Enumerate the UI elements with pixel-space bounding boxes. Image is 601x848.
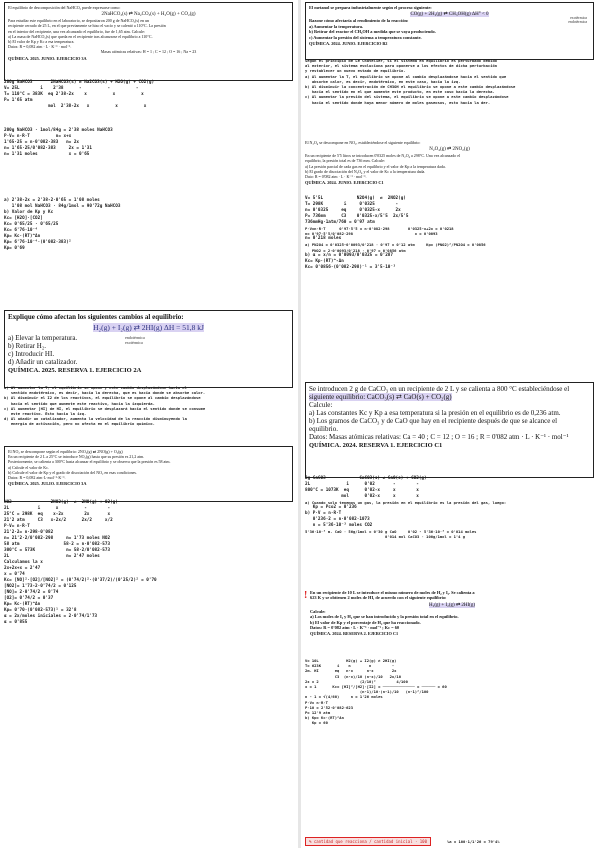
problem-line: b) Los gramos de CaCO₃ y de CaO que hay en el recipiente después de que se alcance el: [309, 417, 558, 425]
problem-line: Masas atómicas relativas: H = 1 ; C = 12 ; O = 16 ; Na = 23: [100, 49, 197, 55]
note-endothermic: endotérmica: [568, 20, 587, 24]
problem-line: a) Los moles de I₂ y H₂ que se han introducido y la presión total en el equilibrio.: [310, 614, 459, 620]
problem-line: En un recipiente de 2 L a 25°C se introduce NO₂(g) hasta que su presión es 21,2 atm.: [8, 454, 145, 460]
hw-line: sentido endotérmico, es decir, hacia la derecha, que es hacia donde se absorbe calor.: [4, 390, 206, 396]
hw-line: 2x = 2 (2/10)² 4/100: [305, 678, 408, 684]
hw-line: Kp= 6'76·10⁻⁴·(0'082·383)²: [4, 240, 72, 245]
problem-line: a) Las constantes Kc y Kp a esa temperatura si la presión en el equilibrio es de 0,236 atm.: [309, 409, 561, 417]
hw-line: V= 25L i 2'38 - - -: [4, 86, 139, 91]
hw-line: a) PN2O4 = 0'0325-0'0093/0'218 · 0'97 = 0'12 atm Kp= (PNO2)²/PN2O4 = 0'0856: [305, 242, 486, 248]
hw-line: V= 10L H2(g) + I2(g) ⇄ 2HI(g): [305, 658, 397, 663]
hw-line: n= 1'65·25/0'082·383 2x = 1'31: [4, 146, 92, 151]
problem-line: Razone cómo afectaría al rendimiento de la reacción:: [309, 18, 409, 24]
problem-nahco3: [4, 2, 293, 81]
hw-line: P= 736mm C3 0'0325-x/5'5 2x/5'5: [305, 214, 409, 219]
hw-line: d) Al añadir un catalizador, aumenta la velocidad de la reacción disminuyendo la: [4, 416, 187, 422]
hw-line: n - 1 = √(4/60) n = 1'26 moles: [305, 694, 383, 700]
problem-reference: QUÍMICA. 2024. RESERVA 1. EJERCICIO C1: [309, 442, 443, 449]
hw-line: Kp= Kc·(RT)^Δn: [4, 234, 41, 239]
problem-line: Calcule:: [309, 401, 333, 409]
problem-line: Dato: R = 0'082 atm · L · K⁻¹ · mol⁻¹.: [305, 174, 367, 180]
problem-title: Explique cómo afectan los siguientes cambios al equilibrio:: [8, 313, 184, 321]
problem-line: equilibrio.: [309, 425, 338, 433]
problem-text: [310, 590, 594, 636]
hw-line: Kp= 0'70·(0'082·573)¹ = 32'8: [4, 608, 77, 613]
hw-line: Kc= [H2O]·[CO2]: [4, 216, 43, 221]
hw-line: T= 110°C = 383K eq 2'38-2x x x x: [4, 92, 144, 97]
hw-line: Kp= Kc·(RT)^Δn: [4, 602, 41, 607]
problem-line: En un recipiente de 10 L se introduce el mismo número de moles de H₂ y I₂. Se calienta a: [310, 590, 475, 595]
left-column: [0, 0, 297, 848]
equation-highlight: CO(g) + 2H₂(g) ⇄ CH₃OH(g) ΔH° < 0: [410, 12, 489, 18]
final-answer-row: [305, 830, 594, 844]
equation-highlight: H₂(g) + I₂(g) ⇄ 2HI(g): [428, 602, 476, 608]
hw-line: 300°C = 573K n= 58·2/0'082·573: [4, 548, 111, 553]
hw-line: c) Al aumentar la presión del sistema, el equilibrio se opone a este cambio desplazándose: [305, 94, 509, 100]
hw-line: Kc= 0'65/25 · 0'65/25: [4, 222, 59, 227]
handwritten-solution-9: [305, 658, 594, 828]
hw-line: mol 0'02-x x x: [305, 494, 419, 499]
problem-line: Datos: R = 0,082 atm · L · K⁻¹ · mol⁻¹.: [8, 44, 72, 50]
hw-line: hacia el sentido en el que aumente este producto, en este caso hacia la derecha.: [305, 89, 495, 95]
hw-line: 736mmHg·1atm/760 = 0'97 atm: [305, 220, 375, 225]
problem-reference: QUÍMICA. 2024. JUNIO. EJERCICIO B2: [309, 41, 388, 47]
problem-line: Posteriormente, se calienta a 300°C hasta alcanzar el equilibrio y se observa que la presión es 58 atm.: [8, 459, 171, 465]
hw-line: y restablecer un nuevo estado de equilibrio.: [305, 68, 406, 74]
problem-line: en el interior del recipiente, una vez alcanzado el equilibrio, fue de 1,65 atm. Calcule:: [8, 28, 146, 34]
right-column: [301, 0, 598, 848]
hw-line: 2m. HI eq n-x n-x 2x: [305, 668, 397, 674]
hw-line: a) Al aumentar la T, el equilibrio se opone y este cambio desplazándose hacia el: [4, 385, 187, 390]
hw-line: 200g NaHCO3 · 1mol/84g = 2'38 moles NaHCO3: [4, 128, 113, 133]
hw-line: 2g CaCO3 CaCO3(s) ⇄ CaO(s) + CO2(g): [305, 476, 427, 481]
problem-equation: N₂O₄(g) ⇄ 2NO₂(g): [429, 147, 470, 153]
problem-line: a) Calcule el valor de Kc.: [8, 464, 49, 470]
hw-line: PNO2 = 2·0'0093/0'218 · 0'97 = 0'0856 atm: [305, 247, 406, 253]
problem-reference: QUÍMICA. 2025. JULIO. EJERCICIO 3A: [8, 481, 87, 487]
problem-line: b) El valor de Kp y el porcentaje de H₂ que ha reaccionado.: [310, 619, 421, 625]
hw-line: 1'08 mol NaHCO3 · 84g/1mol = 90'72g NaHCO3: [4, 204, 121, 209]
problem-item: b) Retirar H₂.: [8, 342, 47, 350]
problem-line: El equilibrio de descomposición del NaHCO₃ puede expresarse como:: [8, 5, 121, 10]
percentage-result: %a = 100·1/1'26 = 79'4%: [447, 839, 500, 844]
problem-line: b) Retirar del reactor el CH₃OH a medida que se vaya produciendo.: [309, 29, 436, 35]
problem-n2o4: [305, 140, 594, 192]
note-exothermic: exotérmica: [570, 16, 587, 20]
hw-line: Kc= 0'0856·(0'082·298)⁻¹ = 3'5·10⁻³: [305, 264, 396, 270]
note-exothermic: exotérmica: [125, 340, 143, 345]
hw-line: 0'236·2 = n·0'082·1073: [305, 517, 370, 523]
hw-line: b) Kp= Kc·(RT)^Δn: [305, 715, 344, 721]
hw-line: a) 2'38-2x = 2'38-2·0'65 = 1'08 moles: [4, 198, 100, 203]
hw-line: P·10 = 2'52·0'082·623: [305, 704, 354, 710]
problem-equation: 2NaHCO₃(s) ⇄ Na₂CO₃(s) + H₂O(g) + CO₂(g): [101, 12, 196, 18]
hw-line: 2L n= 2'47 moles: [4, 554, 100, 559]
problem-line: En un recipiente de 5'5 litros se introducen 0'0325 moles de N₂O₄ a 298°C. Una vez alcanzado el: [305, 153, 461, 159]
hw-line: P·V= n·R·T n= x+x: [4, 134, 72, 139]
problem-reference: QUÍMICA. 2024. RESERVA 2. EJERCICIO C1: [310, 631, 399, 637]
hw-line: Kp = Pco2 = 0'236: [305, 505, 357, 511]
hw-line: 21'2·2= n·298·0'082: [4, 530, 54, 535]
problem-line: Se introducen 2 g de CaCO₃ en un recipiente de 2 L y se calienta a 800 °C estableciéndose el: [309, 385, 570, 393]
hw-line: b) Al disminuir el I2 de los reactivos, el equilibrio se opone al cambio desplazándose: [4, 395, 201, 401]
problem-line: a) La presión parcial de cada gas en el equilibrio y el valor de Kp a la temperatura dada.: [305, 163, 446, 169]
problem-hi-equilibrium: [4, 310, 293, 388]
hw-line: Kc= Kp·(RT)^-Δn: [305, 258, 344, 264]
hw-line: Calculamos la x: [4, 560, 43, 565]
hw-line: n= 1'31 moles x = 0'65: [4, 152, 90, 157]
hw-line: [NO]= 2·0'74/2 = 0'74: [4, 590, 59, 595]
problem-line: c) Aumentar la presión del sistema a temperatura constante.: [309, 34, 422, 40]
hw-line: n= 0'218 moles: [305, 236, 342, 242]
hw-line: 0'014 mol CaCO3 · 100g/1mol = 1'4 g: [305, 534, 466, 540]
problem-equation: [310, 602, 594, 608]
hw-line: NO2 2NO2(g) ⇄ 2NO(g) + O2(g): [4, 500, 118, 505]
hw-line: T= 623K i n n -: [305, 663, 395, 669]
hw-line: x = 0'74: [4, 572, 25, 577]
hw-line: 2L i x - -: [4, 506, 111, 511]
hw-line: n= 0'0325 eq 0'0325-x 2x: [305, 208, 401, 213]
problem-line: Calcule:: [310, 608, 326, 614]
hw-line: energía de activación, pero no afecta en el equilibrio químico.: [4, 421, 155, 427]
problem-line: El N₂O₄ se descompone en NO₂, estableciéndose el siguiente equilibrio:: [305, 140, 421, 145]
handwritten-solution-2: [4, 128, 293, 196]
problem-reference: QUÍMICA. 2024. JUNIO. EJERCICIO C1: [305, 180, 384, 186]
hw-line: a) Cuando solo tenemos un gas, la presión en el equilibrio es la presión del gas, luego:: [305, 500, 507, 505]
exclamation-icon: !: [304, 590, 308, 601]
handwritten-solution-4: [4, 385, 293, 443]
hw-line: V= 5'5L N2O4(g) ⇄ 2NO2(g): [305, 196, 406, 201]
handwritten-solution-7: [305, 196, 594, 376]
percentage-formula-box: % cantidad que reacciona / cantidad inicial · 100: [305, 837, 431, 846]
handwritten-solution-3: [4, 198, 293, 306]
hw-line: b) Al disminuir la concentración de CH3OH el equilibrio se opone a este cambio desplazándose: [305, 84, 516, 90]
hw-line: α = 0'855: [4, 620, 28, 625]
problem-line: El NO₂ se descompone según el equilibrio: 2NO₂(g) ⇄ 2NO(g) + O₂(g): [8, 449, 123, 454]
hw-line: n= 0'97·5'5/0'082·298 x = 0'0093: [305, 231, 438, 237]
problem-item: a) Elevar la temperatura.: [8, 334, 78, 342]
handwritten-solution-6: [305, 58, 594, 136]
hw-line: Según el principio de Le Chatelier, si el sistema en equilibrio es perturbado debido: [305, 58, 498, 63]
equation-direction-notes: [568, 16, 587, 24]
hw-line: mol 2'38-2x x x x: [4, 104, 147, 109]
hw-line: P·V= n·R·T: [305, 699, 328, 705]
hw-line: C3 (n-x)/10 (n-x)/10 2x/10: [305, 673, 402, 679]
problem-line: Datos: R = 0,082 atm·L·mol⁻¹·K⁻¹.: [8, 475, 66, 481]
hw-line: 800°C = 1073K eq 0'02-x x x: [305, 488, 419, 493]
hw-line: 25°C = 298K eq x-2x 2x x: [4, 512, 111, 517]
problem-line: El metanol se prepara industrialmente según el proceso siguiente:: [309, 5, 432, 10]
hw-line: a) Al aumentar la T, el equilibrio se opone al cambio desplazándose hacia el sentido que: [305, 73, 507, 79]
hw-line: n= 21'2·2/0'082·298 n= 1'73 moles NO2: [4, 536, 111, 541]
hw-line: b) α = x/n = 0'0093/0'0325 = 0'287: [305, 252, 393, 258]
hw-line: α = 2x/moles iniciales = 2·0'74/1'73: [4, 614, 98, 619]
hw-line: hacia el sentido que aumente este reactivo, hacia la izquierda.: [4, 400, 155, 406]
problem-equation: [8, 323, 289, 332]
hw-line: Kc= [NO]²·[O2]/[NO2]² = (0'74/2)²·(0'37/2)/(0'25/2)² = 0'70: [4, 578, 157, 583]
hw-line: Kp= 0'69: [4, 246, 25, 251]
problem-line: 623 K y se obtienen 2 moles de HI, de acuerdo con el siguiente equilibrio:: [310, 595, 447, 601]
hw-line: 2L i 0'02 - -: [305, 482, 419, 487]
problem-reference: QUÍMICA. 2025. JUNIO. EJERCICIO 3A: [8, 55, 87, 61]
handwritten-solution-8: [305, 476, 594, 586]
problem-reference: QUÍMICA. 2025. RESERVA 1. EJERCICIO 2A: [8, 367, 142, 374]
hw-line: Kc= 6'76·10⁻⁴: [4, 228, 38, 233]
hw-line: Kp = 60: [305, 720, 328, 726]
hw-line: P= 1'65 atm: [4, 98, 48, 103]
problem-line: a) Aumentar la temperatura.: [309, 23, 364, 29]
equation-highlight: H₂(g) + I₂(g) ⇄ 2HI(g) ΔH = 51,8 kJ: [93, 323, 204, 332]
problem-hi-moles: [305, 590, 594, 654]
handwritten-solution-1: [4, 80, 293, 122]
hw-line: n = 5'36·10⁻³ moles CO2: [305, 523, 373, 529]
hw-line: x = 1 Kc= [HI]²/[H2]·[I2] = ────────────── = ────── = 60: [305, 684, 447, 690]
problem-line: [309, 393, 590, 401]
hw-line: 5'36·10⁻³ m. CaO · 56g/1mol = 0'30 g CaO 0'02 - 5'36·10⁻³ = 0'014 moles: [305, 529, 477, 535]
problem-line: b) El valor de Kp y Kc a esa temperatura.: [8, 39, 75, 45]
note-endothermic: endotérmica: [125, 335, 145, 340]
hw-line: b) Valor de Kp y Kc: [4, 210, 54, 215]
hw-line: 58 atm 58·2 = n·0'082·573: [4, 542, 111, 547]
problem-methanol: [305, 2, 594, 60]
hw-line: absorbe calor, es decir, endotérmico, en este caso, hacia la izq.: [305, 78, 461, 84]
hw-line: P·V=n·R·T 0'97·5'5 = n·0'082·298 0'0325-x+2x = 0'0218: [305, 226, 454, 231]
problem-line: Para estudiar este equilibrio en el laboratorio, se depositaron 200 g de NaHCO₃(s) en un: [8, 18, 150, 24]
problem-line: Datos: R = 0'082 atm · L · K⁻¹ · mol⁻¹ ; Kc = 60: [310, 625, 400, 631]
hw-line: 200g NaHCO3 2NaHCO3(s) ⇄ Na2CO3(s) + H2O(g) + CO2(g): [4, 80, 155, 85]
hw-line: hacia el sentido donde haya menor número de moles gaseosos, esto hacia la der.: [305, 99, 491, 105]
hw-line: al exterior, el sistema evoluciona para oponerse a los efectos de dicha perturbación: [305, 63, 498, 69]
problem-caco3: [305, 382, 594, 478]
handwritten-solution-5: [4, 500, 293, 846]
hw-line: [O2]= 0'74/2 = 0'37: [4, 596, 54, 601]
problem-line: recipiente cerrado de 25 L, en el que previamente se hizo el vacío y se calentó a 110°C. La presión: [8, 23, 166, 29]
hw-line: T= 298K i 0'0325 -: [305, 202, 399, 207]
problem-item: d) Añadir un catalizador.: [8, 358, 78, 366]
hw-line: este reactivo. Esto hacia la izq.: [4, 411, 87, 417]
problem-line: b) El grado de disociación del N₂O₄ y el valor de Kc a la temperatura dada.: [305, 168, 426, 174]
hw-line: b) P·V = n·R·T: [305, 511, 342, 517]
equation-highlight: siguiente equilibrio: CaCO₃(s) ⇄ CaO(s) + CO₂(g): [309, 393, 452, 401]
hw-line: P·V= n·R·T: [4, 524, 30, 529]
problem-item: c) Introducir HI.: [8, 350, 55, 358]
problem-line: b) Calcule el valor de Kp y el grado de disociación del NO₂ en esas condiciones.: [8, 469, 137, 475]
hw-line: 2x+2x+x = 2'47: [4, 566, 41, 571]
hw-line: 1'65·25 = n·0'082·383 n= 2x: [4, 140, 80, 145]
hw-line: (n-1)/10·(n-1)/10 (n-1)²/100: [305, 689, 429, 695]
hw-line: 21'2 atm C3 x-2x/2 2x/2 x/2: [4, 518, 113, 523]
problem-line: Datos: Masas atómicas relativas: Ca = 40 ; C = 12 ; O = 16 ; R = 0'082 atm · L · K⁻¹ · mol⁻¹: [309, 433, 569, 441]
problem-line: equilibrio, la presión total es de 736 mm. Calcule:: [305, 158, 385, 164]
problem-equation: [309, 11, 590, 17]
hw-line: [NO2]= 1'73-2·0'74/2 = 0'125: [4, 584, 77, 589]
hw-line: P= 12'9 atm: [305, 710, 331, 716]
equation-direction-notes: [125, 335, 145, 345]
hw-line: c) Al aumentar [HI] de HI, el equilibrio se desplazará hacia el sentido donde se consume: [4, 405, 206, 411]
problem-no2: [4, 446, 293, 502]
problem-line: a) La masa de NaHCO₃(s) que queda en el recipiente tras alcanzarse el equilibrio a 110°C.: [8, 33, 153, 39]
